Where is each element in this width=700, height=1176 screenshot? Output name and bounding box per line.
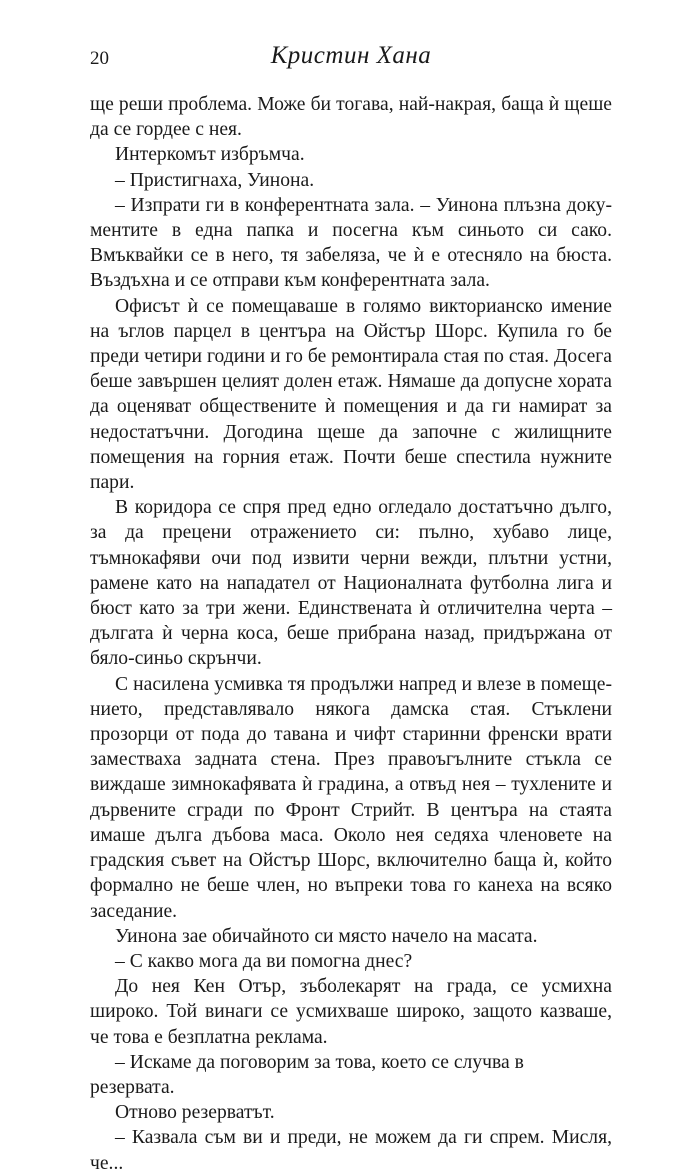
running-title: Кристин Хана (270, 42, 432, 69)
paragraph: Отново резерватът. (115, 1102, 275, 1124)
paragraph: – Изпрати ги в конферентната зала. – Уинона плъзна документите в една папка и посегна към синьото си сако. Вмъквайки се в него, тя забеляза, че ѝ е отесняло на бюста. Въздъхна и се отправи към конферентната зала. (90, 194, 612, 292)
paragraph: До нея Кен Отър, зъболекарят на града, се усмихна широко. Той винаги се усмихваше широко, защото казваше, че това е безплатна реклама. (90, 976, 612, 1048)
paragraph: – Пристигнаха, Уинона. (115, 169, 315, 191)
paragraph: ще реши проблема. Може би тогава, най-накрая, баща ѝ щеше да се гордее с нея. (90, 94, 612, 141)
paragraph: С насилена усмивка тя продължи напред и влезе в помещението, представлявало някога дамска стая. Стъклени прозорци от пода до тавана и чифт старинни френски врати заместваха задната стена. През правоъгълните стъкла се виждаше зимнокафявата ѝ градина, а отвъд нея – тухлените и дървените сгради по Фронт Стрийт. В центъра на стаята имаше дълга дъбова маса. Около нея седяха членовете на градския съвет на Ойстър Шорс, включително баща ѝ, който формално не беше член, но въпреки това го канеха на всяко заседание. (90, 673, 612, 922)
page-number: 20 (90, 48, 109, 69)
paragraph: – Казвала съм ви и преди, не можем да ги спрем. Мисля, че... (90, 1127, 612, 1174)
paragraph: – С какво мога да ви помогна днес? (115, 950, 413, 972)
page-header (90, 42, 612, 76)
paragraph: – Искаме да поговорим за това, което се случва в резервата. (90, 1051, 524, 1098)
paragraph: Интеркомът избръмча. (115, 144, 305, 166)
body-text (90, 92, 612, 1176)
paragraph: В коридора се спря пред едно огледало достатъчно дълго, за да прецени отражението си: пълно, хубаво лице, тъмнокафяви очи под извити черни вежди, плътни устни, рамене като на нападател от Националната футболна лига и бюст като за три жени. Единствената ѝ отличителна черта – дългата ѝ черна коса, беше прибрана назад, придържана от бяло-синьо скрънчи. (90, 497, 612, 670)
paragraph: Офисът ѝ се помещаваше в голямо викторианско имение на ъглов парцел в центъра на Ойстър Шорс. Купила го бе преди четири години и го бе ремонтирала стая по стая. Досега беше завършен целият долен етаж. Нямаше да допусне хората да оценяват обществените ѝ помещения и да ги намират за недостатъчни. Догодина щеше да започне с жилищните помещения на горния етаж. Почти беше спестила нужните пари. (90, 295, 612, 494)
paragraph: Уинона зае обичайното си място начело на масата. (115, 925, 538, 947)
